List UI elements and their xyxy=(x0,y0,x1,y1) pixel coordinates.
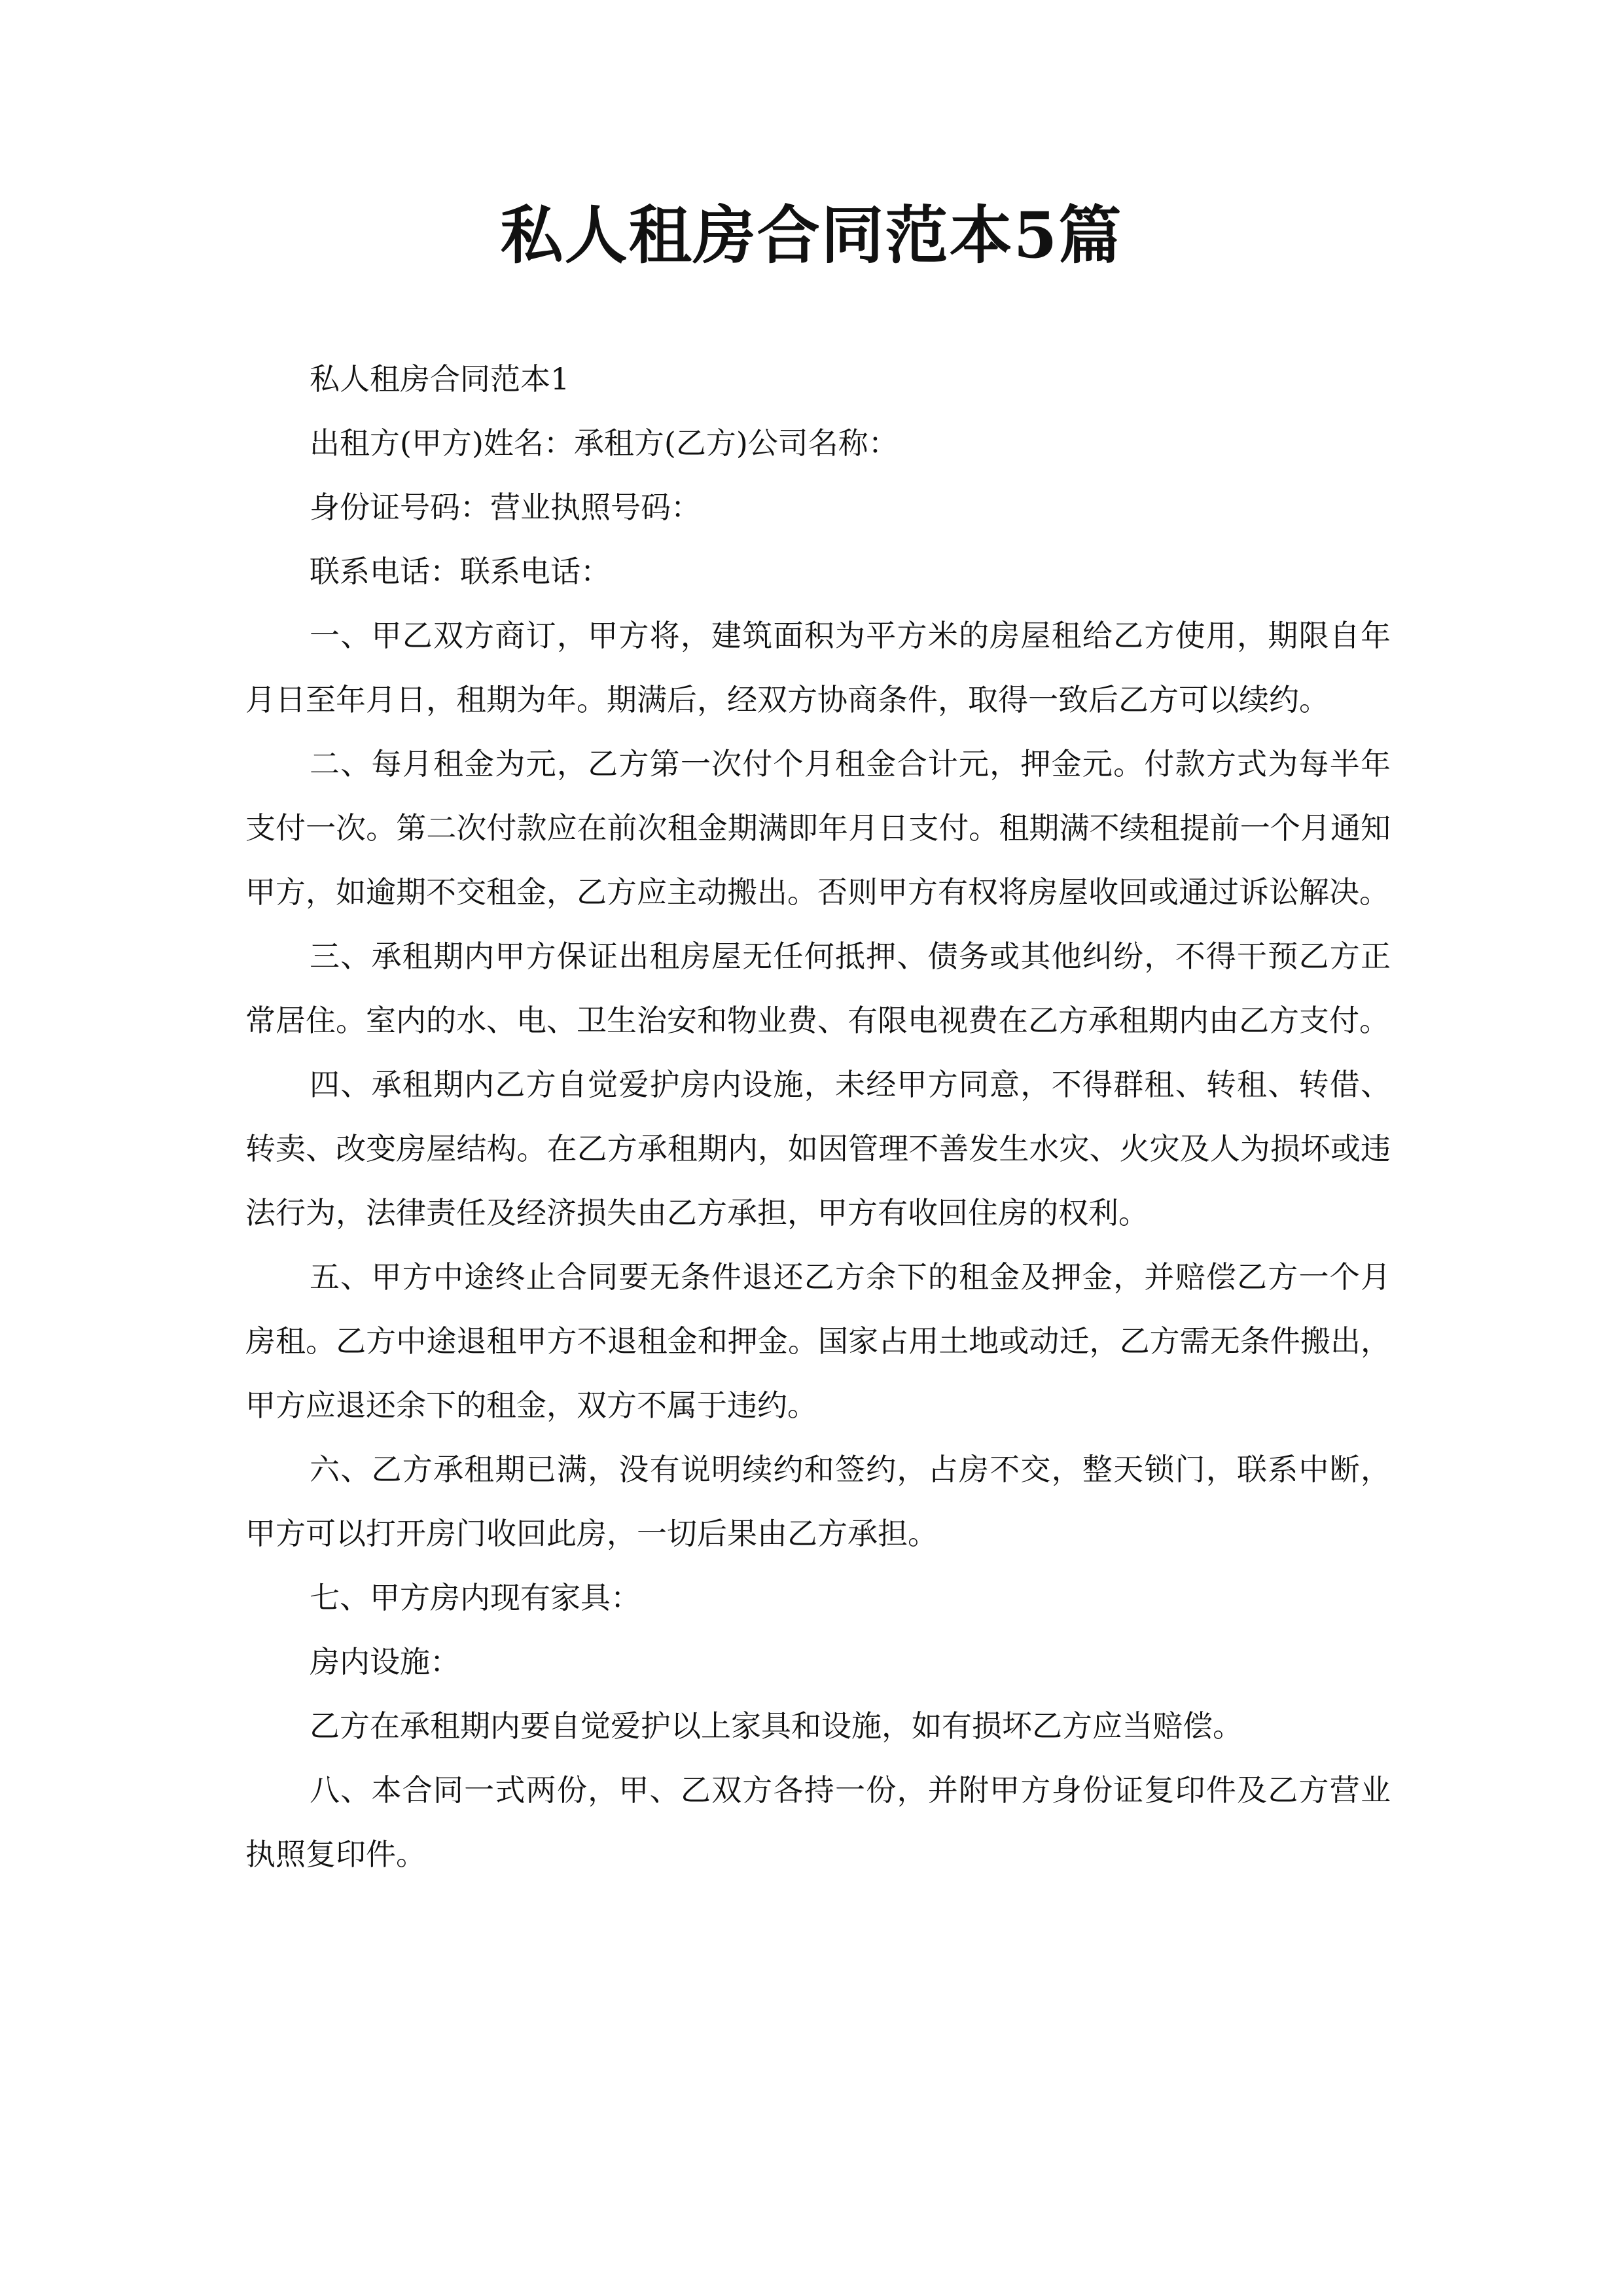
id-numbers-line: 身份证号码：营业执照号码： xyxy=(310,490,701,525)
document-body xyxy=(245,347,1391,1886)
facilities-line: 房内设施： xyxy=(310,1644,460,1679)
clause-1: 一、甲乙双方商订，甲方将，建筑面积为平方米的房屋租给乙方使用，期限自年月日至年月日，租期为年。期满后，经双方协商条件，取得一致后乙方可以续约。 xyxy=(245,618,1391,717)
clause-5: 五、甲方中途终止合同要无条件退还乙方余下的租金及押金，并赔偿乙方一个月房租。乙方中途退租甲方不退租金和押金。国家占用土地或动迁，乙方需无条件搬出，甲方应退还余下的租金，双方不属于违约。 xyxy=(245,1259,1391,1423)
phone-line: 联系电话：联系电话： xyxy=(310,554,611,589)
clause-7: 七、甲方房内现有家具： xyxy=(310,1580,641,1615)
document-title: 私人租房合同范本5篇 xyxy=(500,198,1123,272)
care-line: 乙方在承租期内要自觉爱护以上家具和设施，如有损坏乙方应当赔偿。 xyxy=(310,1708,1243,1744)
clause-2: 二、每月租金为元，乙方第一次付个月租金合计元，押金元。付款方式为每半年支付一次。第二次付款应在前次租金期满即年月日支付。租期满不续租提前一个月通知甲方，如逾期不交租金，乙方应主动搬出。否则甲方有权将房屋收回或通过诉讼解决。 xyxy=(245,746,1391,910)
clause-3: 三、承租期内甲方保证出租房屋无任何抵押、债务或其他纠纷，不得干预乙方正常居住。室内的水、电、卫生治安和物业费、有限电视费在乙方承租期内由乙方支付。 xyxy=(245,939,1391,1038)
party-names-line: 出租方(甲方)姓名：承租方(乙方)公司名称： xyxy=(310,425,899,461)
clause-6: 六、乙方承租期已满，没有说明续约和签约，占房不交，整天锁门，联系中断，甲方可以打开房门收回此房，一切后果由乙方承担。 xyxy=(245,1452,1391,1551)
clause-4: 四、承租期内乙方自觉爱护房内设施，未经甲方同意，不得群租、转租、转借、转卖、改变房屋结构。在乙方承租期内，如因管理不善发生水灾、火灾及人为损坏或违法行为，法律责任及经济损失由乙方承担，甲方有收回住房的权利。 xyxy=(245,1067,1391,1230)
section-heading: 私人租房合同范本1 xyxy=(310,361,570,397)
clause-8: 八、本合同一式两份，甲、乙双方各持一份，并附甲方身份证复印件及乙方营业执照复印件。 xyxy=(245,1772,1391,1872)
